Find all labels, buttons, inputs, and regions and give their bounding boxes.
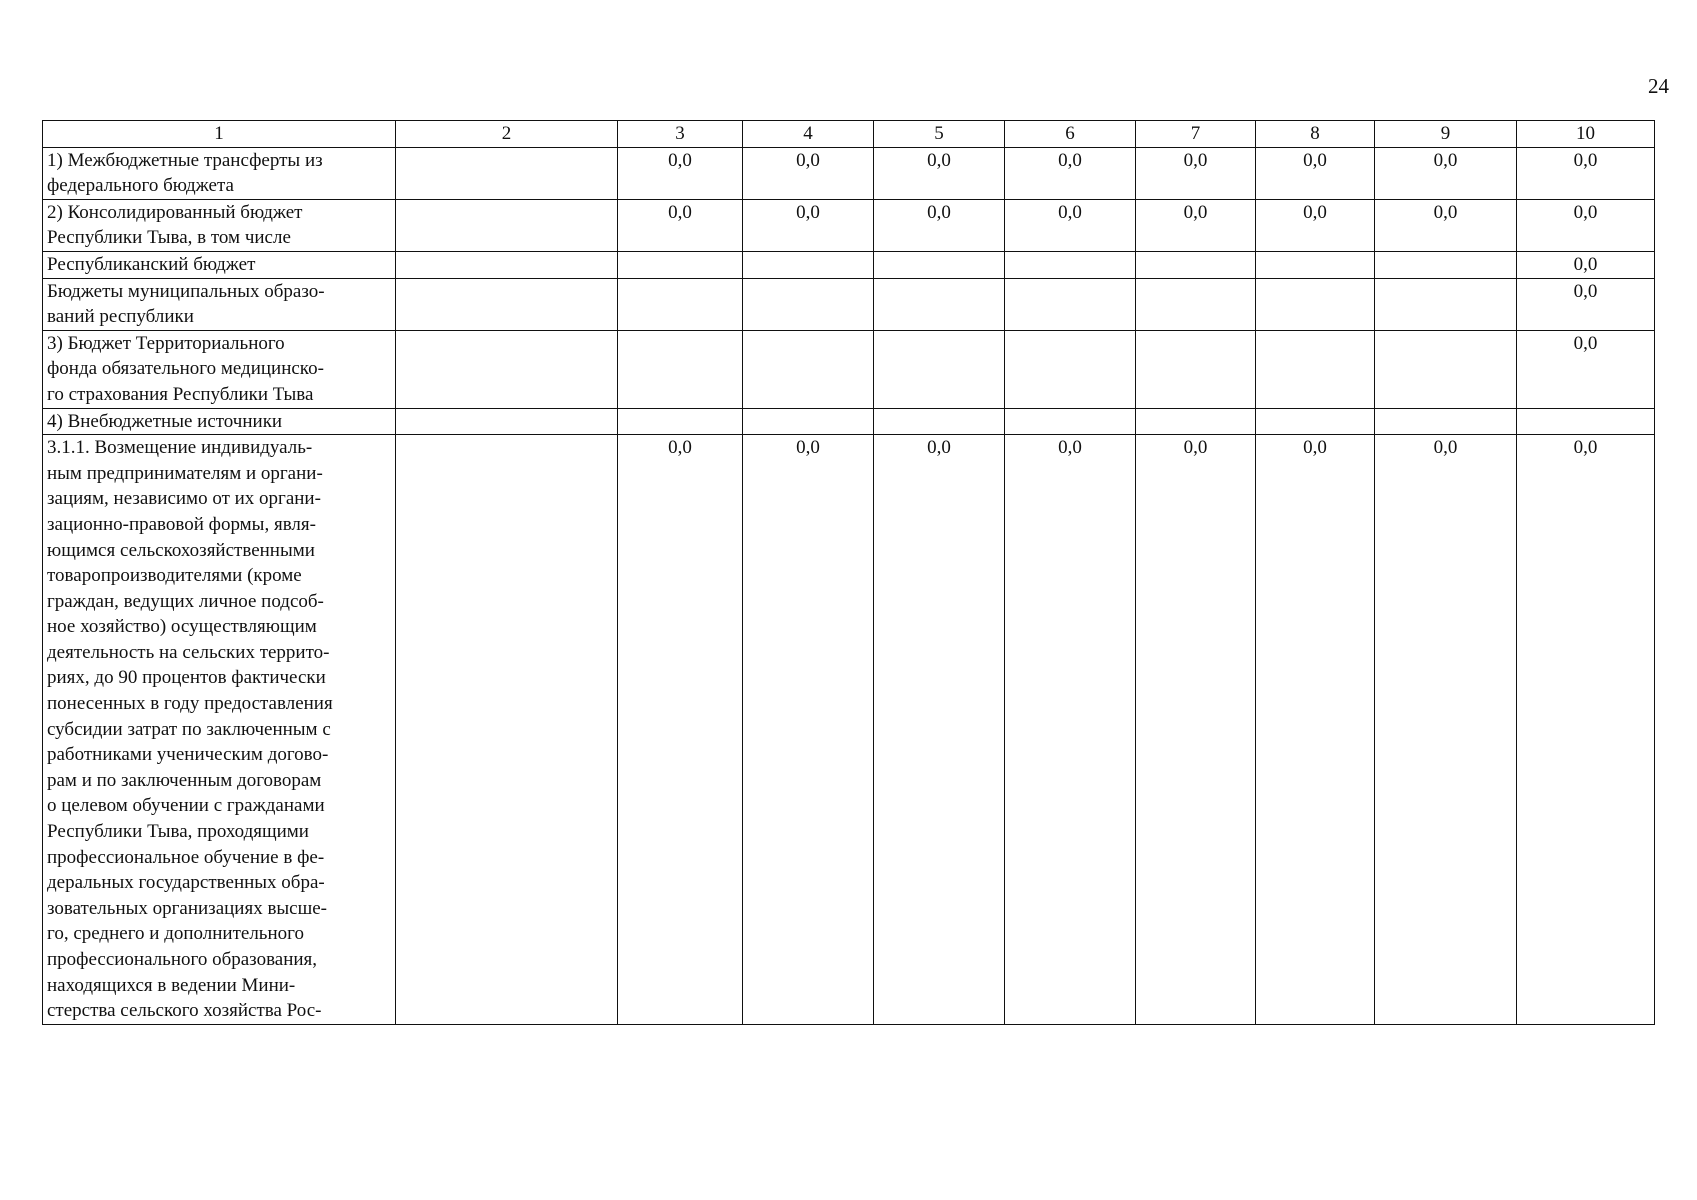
row-description <box>43 251 396 278</box>
description-line: Республиканский бюджет <box>47 253 256 275</box>
value-cell: 0,0 <box>1136 199 1256 251</box>
value-cell <box>743 330 874 408</box>
row-description <box>43 199 396 251</box>
description-line: 4) Внебюджетные источники <box>47 410 283 432</box>
value-cell: 0,0 <box>1256 435 1375 1025</box>
value-cell: 0,0 <box>618 199 743 251</box>
value-cell: 0,0 <box>1136 147 1256 199</box>
cell-col2 <box>396 147 618 199</box>
description-line: риях, до 90 процентов фактически <box>47 667 326 689</box>
value-cell: 0,0 <box>874 199 1005 251</box>
header-cell: 2 <box>396 121 618 148</box>
table-row <box>43 251 1655 278</box>
cell-col2 <box>396 435 618 1025</box>
header-cell: 6 <box>1005 121 1136 148</box>
value-cell: 0,0 <box>618 147 743 199</box>
value-cell <box>1136 408 1256 435</box>
value-cell <box>1375 330 1517 408</box>
value-cell <box>1256 278 1375 330</box>
header-cell: 10 <box>1517 121 1655 148</box>
value-cell: 0,0 <box>1517 330 1655 408</box>
description-line: о целевом обучении с гражданами <box>47 795 325 817</box>
value-cell: 0,0 <box>743 147 874 199</box>
description-line: товаропроизводителями (кроме <box>47 565 302 587</box>
value-cell: 0,0 <box>743 435 874 1025</box>
value-cell <box>743 278 874 330</box>
value-cell <box>1517 408 1655 435</box>
value-cell: 0,0 <box>1375 199 1517 251</box>
description-line: ющимся сельскохозяйственными <box>47 539 315 561</box>
value-cell <box>1136 251 1256 278</box>
description-line: профессионального образования, <box>47 949 318 970</box>
cell-col2 <box>396 199 618 251</box>
description-line: ное хозяйство) осуществляющим <box>47 616 317 638</box>
value-cell <box>1136 278 1256 330</box>
header-cell: 9 <box>1375 121 1517 148</box>
description-line: деральных государственных обра- <box>47 872 325 894</box>
description-line: профессиональное обучение в фе- <box>47 846 325 868</box>
value-cell <box>618 408 743 435</box>
cell-col2 <box>396 251 618 278</box>
value-cell <box>618 278 743 330</box>
budget-table <box>42 120 1655 1025</box>
description-line: фонда обязательного медицинско- <box>47 358 324 380</box>
value-cell: 0,0 <box>1005 147 1136 199</box>
value-cell: 0,0 <box>1517 147 1655 199</box>
value-cell <box>1256 408 1375 435</box>
description-line: Республики Тыва, в том числе <box>47 227 291 249</box>
description-line: го, среднего и дополнительного <box>47 923 304 945</box>
description-line: находящихся в ведении Мини- <box>47 974 296 996</box>
value-cell <box>1256 330 1375 408</box>
description-line: 1) Межбюджетные трансферты из <box>47 149 323 171</box>
value-cell: 0,0 <box>1375 147 1517 199</box>
header-cell: 7 <box>1136 121 1256 148</box>
value-cell: 0,0 <box>743 199 874 251</box>
header-cell: 1 <box>43 121 396 148</box>
value-cell <box>874 330 1005 408</box>
value-cell <box>874 278 1005 330</box>
value-cell: 0,0 <box>1256 199 1375 251</box>
description-line: стерства сельского хозяйства Рос- <box>47 1000 322 1022</box>
value-cell <box>1005 278 1136 330</box>
row-description <box>43 330 396 408</box>
description-line: зациям, независимо от их органи- <box>47 488 321 510</box>
value-cell <box>1005 251 1136 278</box>
row-description <box>43 408 396 435</box>
value-cell <box>1136 330 1256 408</box>
value-cell: 0,0 <box>1005 435 1136 1025</box>
description-line: зационно-правовой формы, явля- <box>47 513 316 535</box>
value-cell <box>1375 251 1517 278</box>
description-line: ваний республики <box>47 306 194 328</box>
header-cell: 3 <box>618 121 743 148</box>
description-line: субсидии затрат по заключенным с <box>47 718 331 740</box>
value-cell <box>1005 408 1136 435</box>
value-cell: 0,0 <box>1517 199 1655 251</box>
header-cell: 4 <box>743 121 874 148</box>
value-cell <box>1005 330 1136 408</box>
table-row <box>43 330 1655 408</box>
description-line: ным предпринимателям и органи- <box>47 462 323 484</box>
value-cell <box>618 251 743 278</box>
description-line: деятельность на сельских террито- <box>47 641 330 663</box>
value-cell <box>1375 408 1517 435</box>
page-number: 24 <box>1648 74 1669 98</box>
row-description <box>43 435 396 1025</box>
value-cell: 0,0 <box>1005 199 1136 251</box>
table-row <box>43 435 1655 1025</box>
table-row <box>43 278 1655 330</box>
value-cell: 0,0 <box>618 435 743 1025</box>
value-cell: 0,0 <box>1517 251 1655 278</box>
description-line: зовательных организациях высше- <box>47 897 328 919</box>
value-cell <box>743 408 874 435</box>
value-cell: 0,0 <box>1136 435 1256 1025</box>
table-row <box>43 147 1655 199</box>
value-cell: 0,0 <box>874 435 1005 1025</box>
value-cell: 0,0 <box>1517 278 1655 330</box>
value-cell: 0,0 <box>1517 435 1655 1025</box>
value-cell <box>874 408 1005 435</box>
value-cell: 0,0 <box>1256 147 1375 199</box>
value-cell <box>1375 278 1517 330</box>
cell-col2 <box>396 408 618 435</box>
table-body <box>43 147 1655 1024</box>
header-cell: 8 <box>1256 121 1375 148</box>
cell-col2 <box>396 278 618 330</box>
row-description <box>43 147 396 199</box>
value-cell: 0,0 <box>1375 435 1517 1025</box>
description-line: 3.1.1. Возмещение индивидуаль- <box>47 437 313 459</box>
value-cell <box>874 251 1005 278</box>
description-line: работниками ученическим догово- <box>47 744 329 766</box>
value-cell <box>743 251 874 278</box>
value-cell: 0,0 <box>874 147 1005 199</box>
description-line: граждан, ведущих личное подсоб- <box>47 590 324 612</box>
description-line: го страхования Республики Тыва <box>47 383 314 405</box>
value-cell <box>1256 251 1375 278</box>
description-line: федерального бюджета <box>47 175 234 197</box>
row-description <box>43 278 396 330</box>
description-line: Республики Тыва, проходящими <box>47 821 309 843</box>
table-row <box>43 408 1655 435</box>
description-line: 3) Бюджет Территориального <box>47 332 285 354</box>
description-line: Бюджеты муниципальных образо- <box>47 280 325 302</box>
value-cell <box>618 330 743 408</box>
description-line: 2) Консолидированный бюджет <box>47 201 303 223</box>
header-cell: 5 <box>874 121 1005 148</box>
description-line: понесенных в году предоставления <box>47 693 333 715</box>
header-row <box>43 121 1655 148</box>
table-row <box>43 199 1655 251</box>
description-line: рам и по заключенным договорам <box>47 769 322 791</box>
cell-col2 <box>396 330 618 408</box>
